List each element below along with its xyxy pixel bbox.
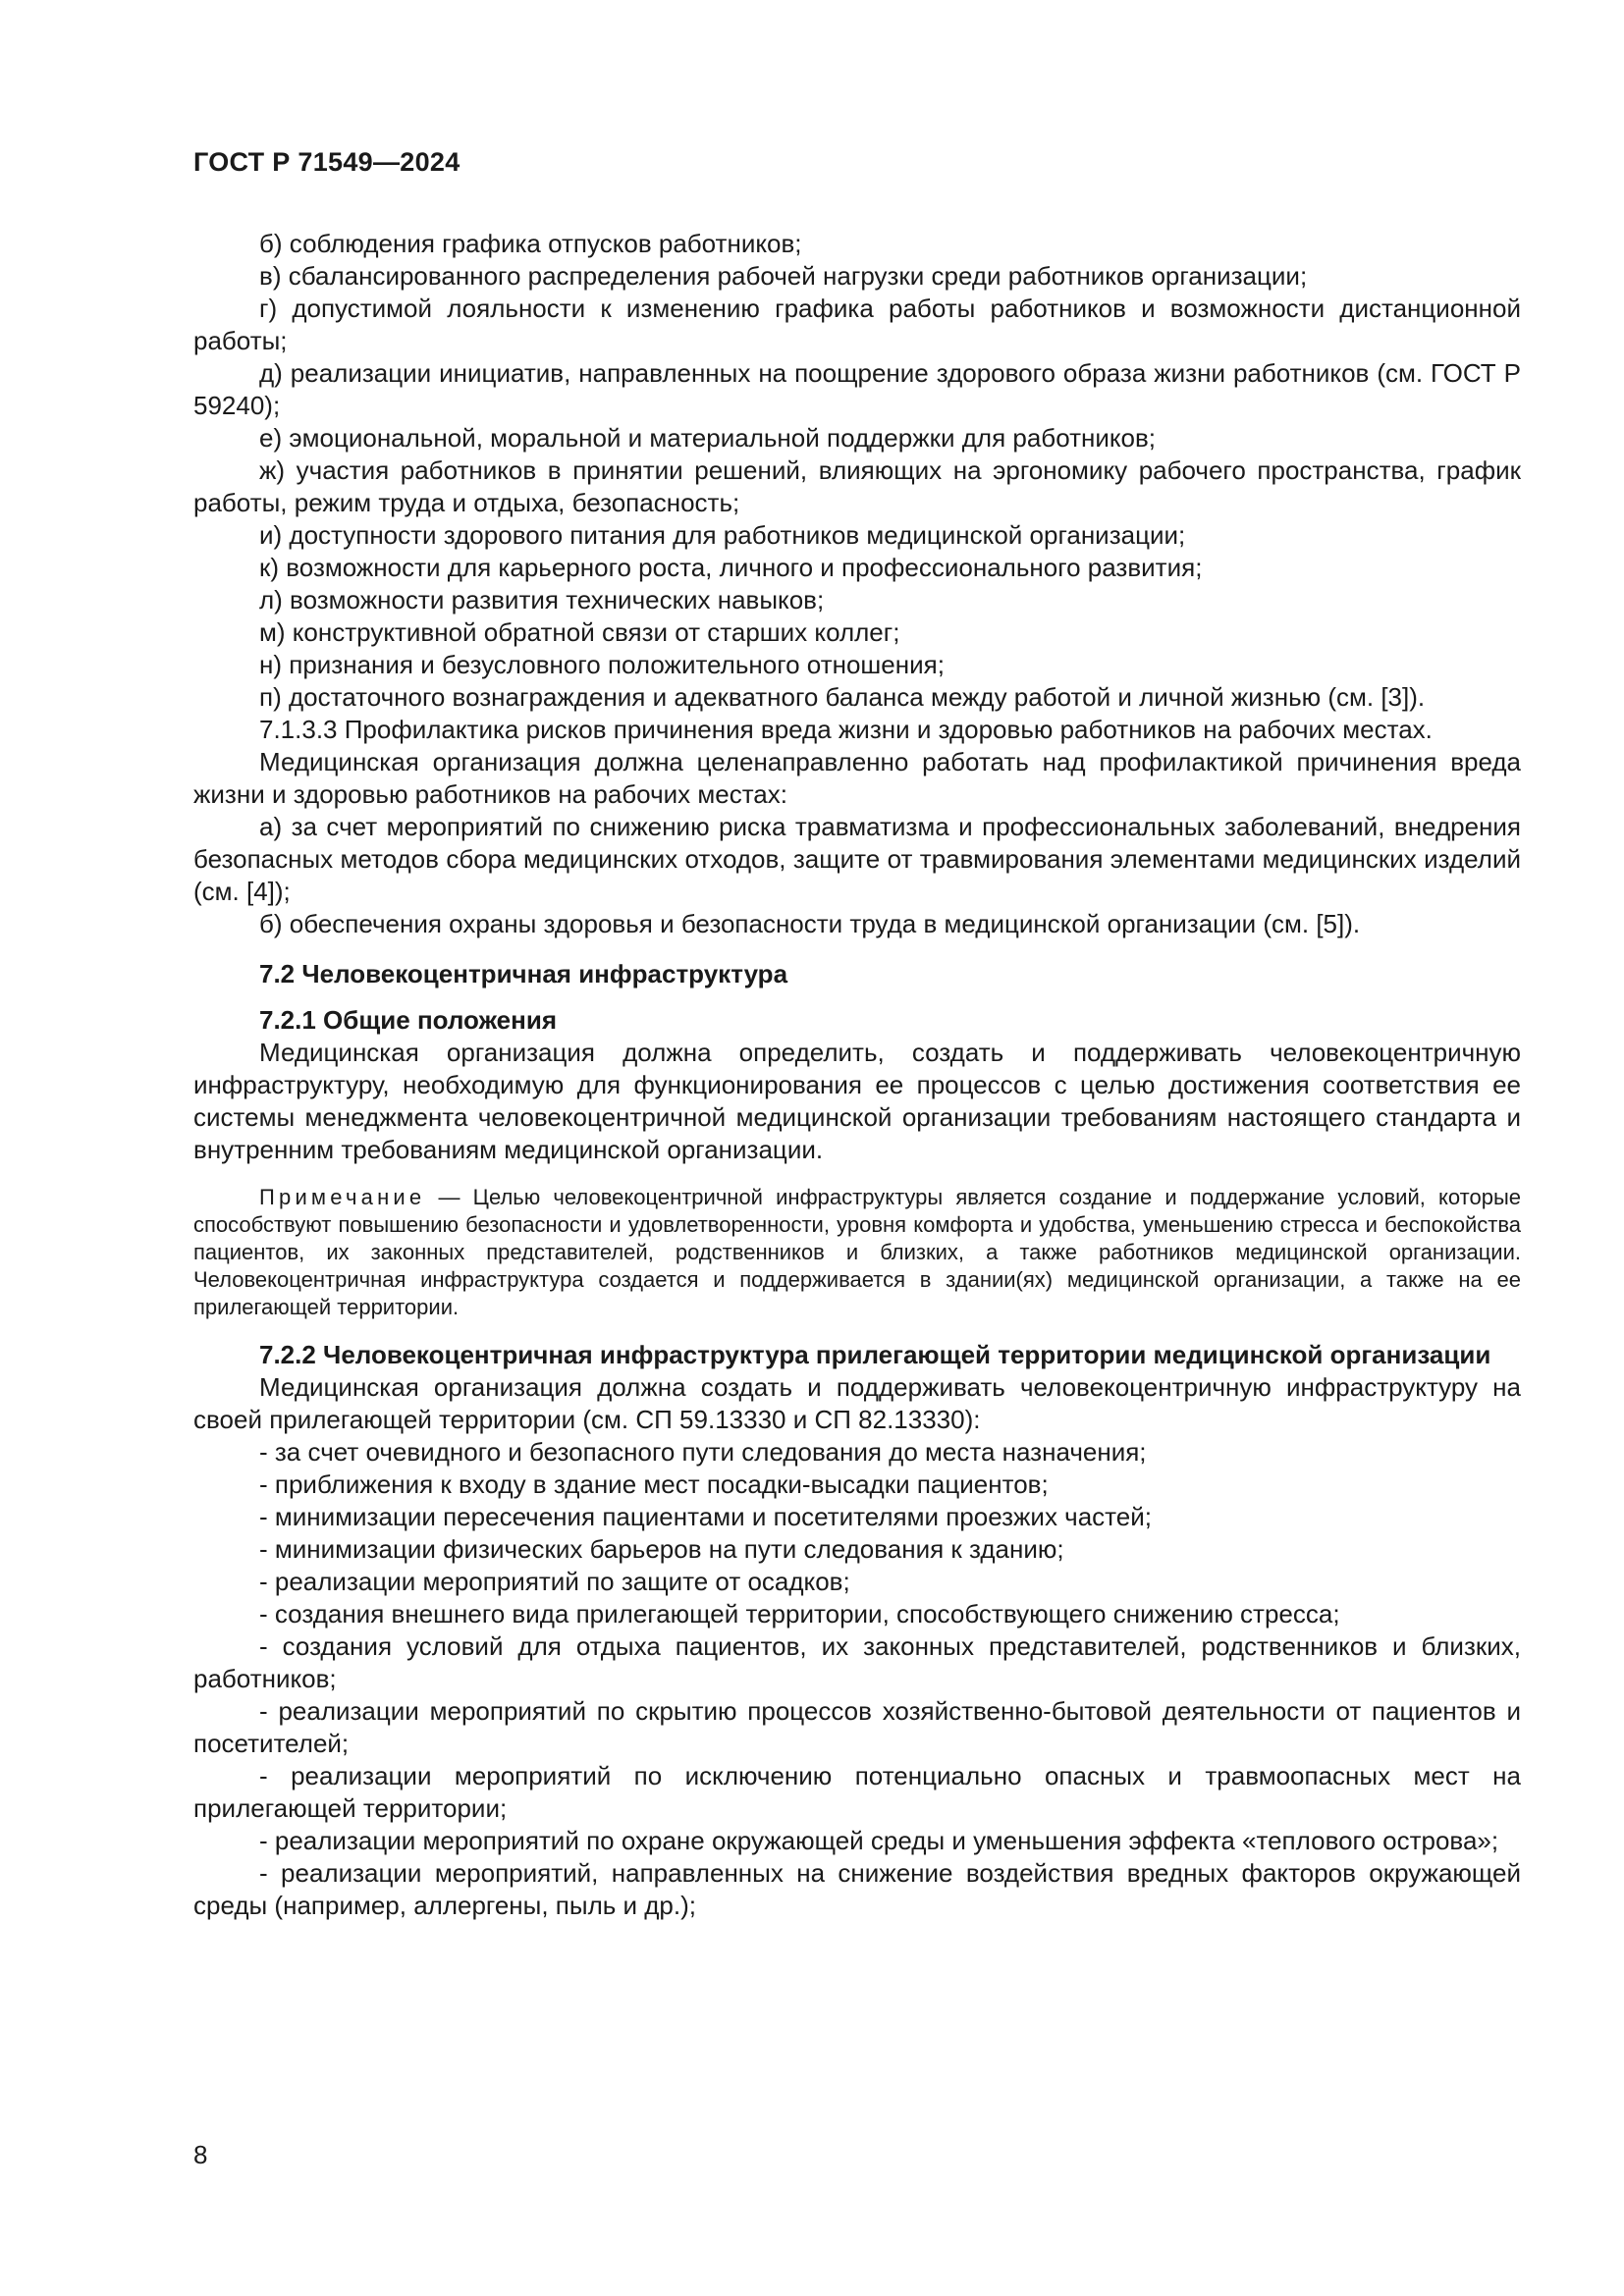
standard-code-header: ГОСТ Р 71549—2024 <box>193 147 460 177</box>
list-item: б) обеспечения охраны здоровья и безопасности труда в медицинской организации (см. [5]). <box>259 909 1361 938</box>
note-label: Примечание <box>259 1185 426 1209</box>
subsection-721-heading: 7.2.1 Общие положения <box>259 1005 557 1035</box>
list-item: д) реализации инициатив, направленных на поощрение здорового образа жизни работников (см. ГОСТ Р 59240); <box>193 358 1521 420</box>
subsection-722-heading: 7.2.2 Человекоцентричная инфраструктура прилегающей территории медицинской организации <box>259 1340 1491 1369</box>
subsection-721-text: Медицинская организация должна определить, создать и поддерживать человекоцентричную инфраструктуру, необходимую для функционирования ее процессов с целью достижения соответствия ее системы менеджмента человекоцентричной медицинской организации требованиям настоящего стандарта и внутренним требованиям медицинской организации. <box>193 1038 1521 1164</box>
clause-7133-title: 7.1.3.3 Профилактика рисков причинения вреда жизни и здоровью работников на рабочих местах. <box>259 715 1433 744</box>
list-item: е) эмоциональной, моральной и материальной поддержки для работников; <box>259 423 1157 453</box>
list-item: - реализации мероприятий по исключению потенциально опасных и травмоопасных мест на прилегающей территории; <box>193 1761 1521 1823</box>
list-item: п) достаточного вознаграждения и адекватного баланса между работой и личной жизнью (см. [3]). <box>259 682 1426 712</box>
list-item: а) за счет мероприятий по снижению риска травматизма и профессиональных заболеваний, внедрения безопасных методов сбора медицинских отходов, защите от травмирования элементами медицинских изделий (см. [4]); <box>193 812 1521 906</box>
list-item: к) возможности для карьерного роста, личного и профессионального развития; <box>259 553 1203 582</box>
note-block <box>193 1184 1521 1321</box>
document-body <box>193 228 1521 1922</box>
list-item: - реализации мероприятий по скрытию процессов хозяйственно-бытовой деятельности от пациентов и посетителей; <box>193 1696 1521 1758</box>
list-item: и) доступности здорового питания для работников медицинской организации; <box>259 520 1186 550</box>
list-item: - создания внешнего вида прилегающей территории, способствующего снижению стресса; <box>259 1599 1340 1629</box>
list-item: - минимизации физических барьеров на пути следования к зданию; <box>259 1534 1064 1564</box>
list-item: - реализации мероприятий по охране окружающей среды и уменьшения эффекта «теплового острова»; <box>259 1826 1499 1855</box>
list-item: - создания условий для отдыха пациентов, их законных представителей, родственников и близких, работников; <box>193 1631 1521 1693</box>
list-item: - реализации мероприятий, направленных на снижение воздействия вредных факторов окружающей среды (например, аллергены, пыль и др.); <box>193 1858 1521 1920</box>
page-number: 8 <box>193 2140 208 2169</box>
list-item: н) признания и безусловного положительного отношения; <box>259 650 945 679</box>
list-item: ж) участия работников в принятии решений, влияющих на эргономику рабочего пространства, график работы, режим труда и отдыха, безопасность; <box>193 455 1521 517</box>
subsection-722-intro: Медицинская организация должна создать и поддерживать человекоцентричную инфраструктуру на своей прилегающей территории (см. СП 59.13330 и СП 82.13330): <box>193 1372 1521 1434</box>
list-item: - приближения к входу в здание мест посадки-высадки пациентов; <box>259 1469 1049 1499</box>
note-text: — Целью человекоцентричной инфраструктуры является создание и поддержание условий, которые способствуют повышению безопасности и удовлетворенности, уровня комфорта и удобства, уменьшению стресса и беспокойства пациентов, их законных представителей, родственников и близких, а также работников медицинской организации. Человекоцентричная инфраструктура создается и поддерживается в здании(ях) медицинской организации, а также на ее прилегающей территории. <box>193 1185 1521 1319</box>
list-item: - за счет очевидного и безопасного пути следования до места назначения; <box>259 1437 1147 1467</box>
list-item: в) сбалансированного распределения рабочей нагрузки среди работников организации; <box>259 261 1308 291</box>
list-item: г) допустимой лояльности к изменению графика работы работников и возможности дистанционной работы; <box>193 294 1521 355</box>
clause-7133-intro: Медицинская организация должна целенаправленно работать над профилактикой причинения вреда жизни и здоровью работников на рабочих местах: <box>193 747 1521 809</box>
list-item: - реализации мероприятий по защите от осадков; <box>259 1567 850 1596</box>
section-72-heading: 7.2 Человекоцентричная инфраструктура <box>259 959 788 988</box>
list-item: м) конструктивной обратной связи от старших коллег; <box>259 617 900 647</box>
list-item: л) возможности развития технических навыков; <box>259 585 825 614</box>
list-item: - минимизации пересечения пациентами и посетителями проезжих частей; <box>259 1502 1152 1531</box>
list-item: б) соблюдения графика отпусков работников; <box>259 229 802 258</box>
